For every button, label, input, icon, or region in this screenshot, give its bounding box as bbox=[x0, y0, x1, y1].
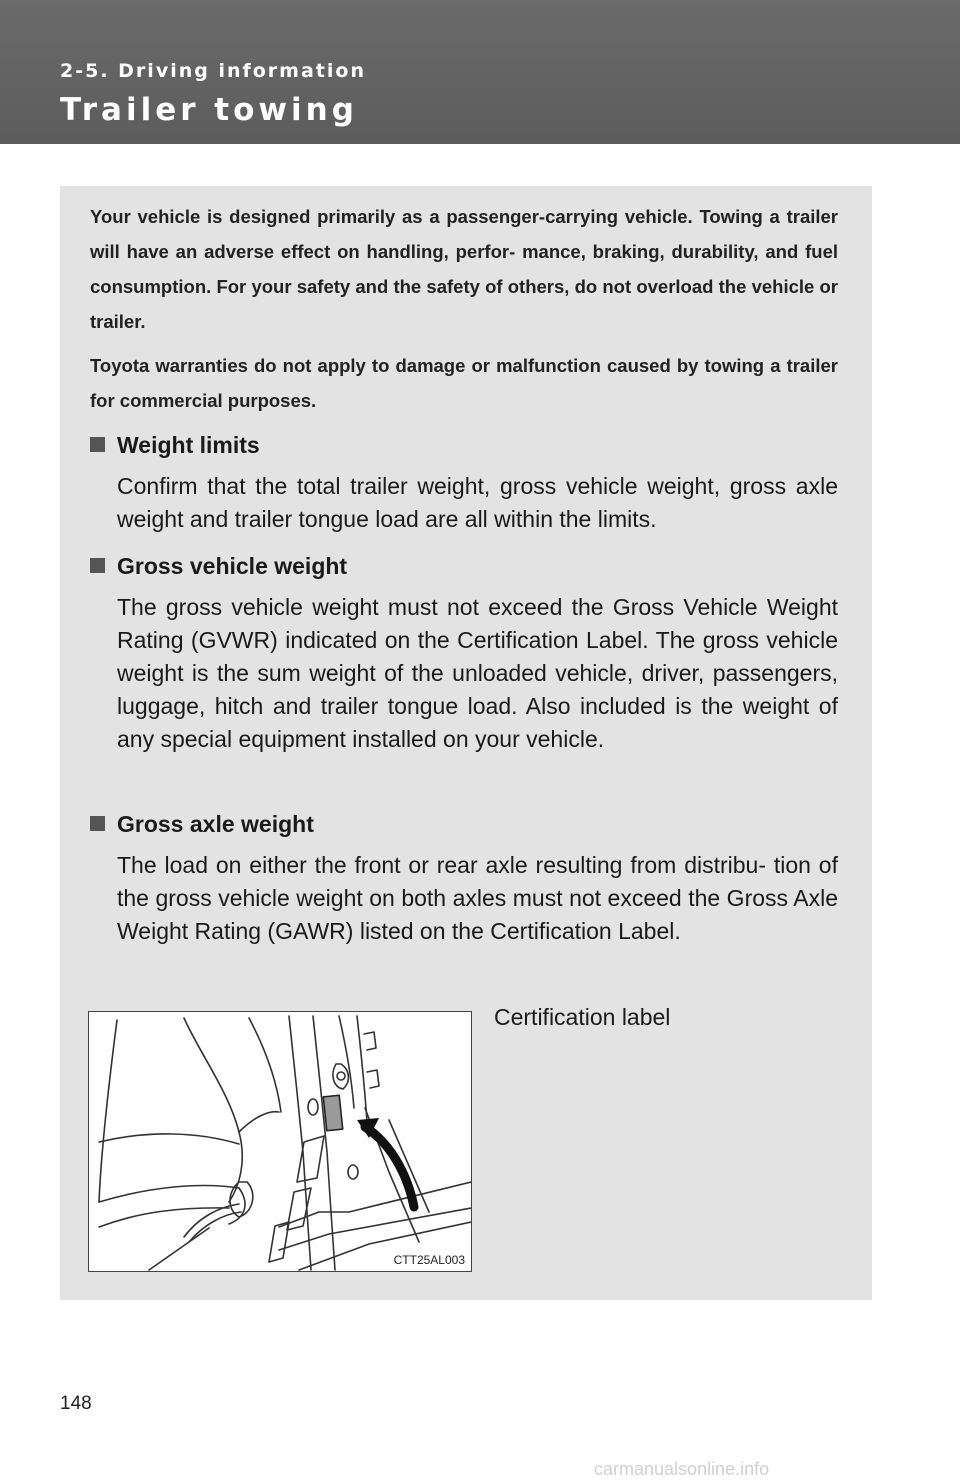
intro-paragraph: Your vehicle is designed primarily as a passenger-carrying vehicle. Towing a trailer will have an adverse effect on handling, perfor- mance, braking, durability, and fuel consumption. For your safety and the safety of others, do not overload the vehicle or trailer. bbox=[90, 206, 838, 332]
section-heading-weight-limits bbox=[90, 432, 260, 459]
section-label: 2-5. Driving information bbox=[60, 60, 366, 82]
section-body: The load on either the front or rear axle resulting from distribu- tion of the gross vehicle weight on both axles must not exceed the Gross Axle Weight Rating (GAWR) listed on the Certification Label. bbox=[117, 852, 838, 944]
square-bullet-icon bbox=[90, 816, 105, 831]
certification-label-figure bbox=[88, 1011, 472, 1272]
section-body: Confirm that the total trailer weight, gross vehicle weight, gross axle weight and trailer tongue load are all within the limits. bbox=[117, 473, 838, 532]
section-heading-text: Gross axle weight bbox=[117, 811, 314, 837]
section-heading-text: Gross vehicle weight bbox=[117, 553, 348, 579]
page-number: 148 bbox=[60, 1393, 92, 1414]
page-title: Trailer towing bbox=[60, 92, 358, 128]
figure-callout-label: Certification label bbox=[494, 1004, 671, 1030]
door-pillar-illustration-icon bbox=[89, 1012, 471, 1271]
watermark: carmanualsonline.info bbox=[594, 1459, 770, 1479]
section-body: The gross vehicle weight must not exceed the Gross Vehicle Weight Rating (GVWR) indicated on the Certification Label. The gross vehicle weight is the sum weight of the unloaded vehicle, driver, passengers, luggage, hitch and trailer tongue load. Also included is the weight of any special equipment installed on your vehicle. bbox=[117, 594, 838, 752]
page-header bbox=[0, 0, 960, 144]
square-bullet-icon bbox=[90, 558, 105, 573]
square-bullet-icon bbox=[90, 437, 105, 452]
intro-paragraph: Toyota warranties do not apply to damage or malfunction caused by towing a trailer for commercial purposes. bbox=[90, 355, 838, 411]
section-heading-gross-vehicle-weight bbox=[90, 553, 347, 580]
section-heading-text: Weight limits bbox=[117, 432, 260, 458]
figure-code: CTT25AL003 bbox=[393, 1253, 465, 1267]
section-heading-gross-axle-weight bbox=[90, 811, 314, 838]
